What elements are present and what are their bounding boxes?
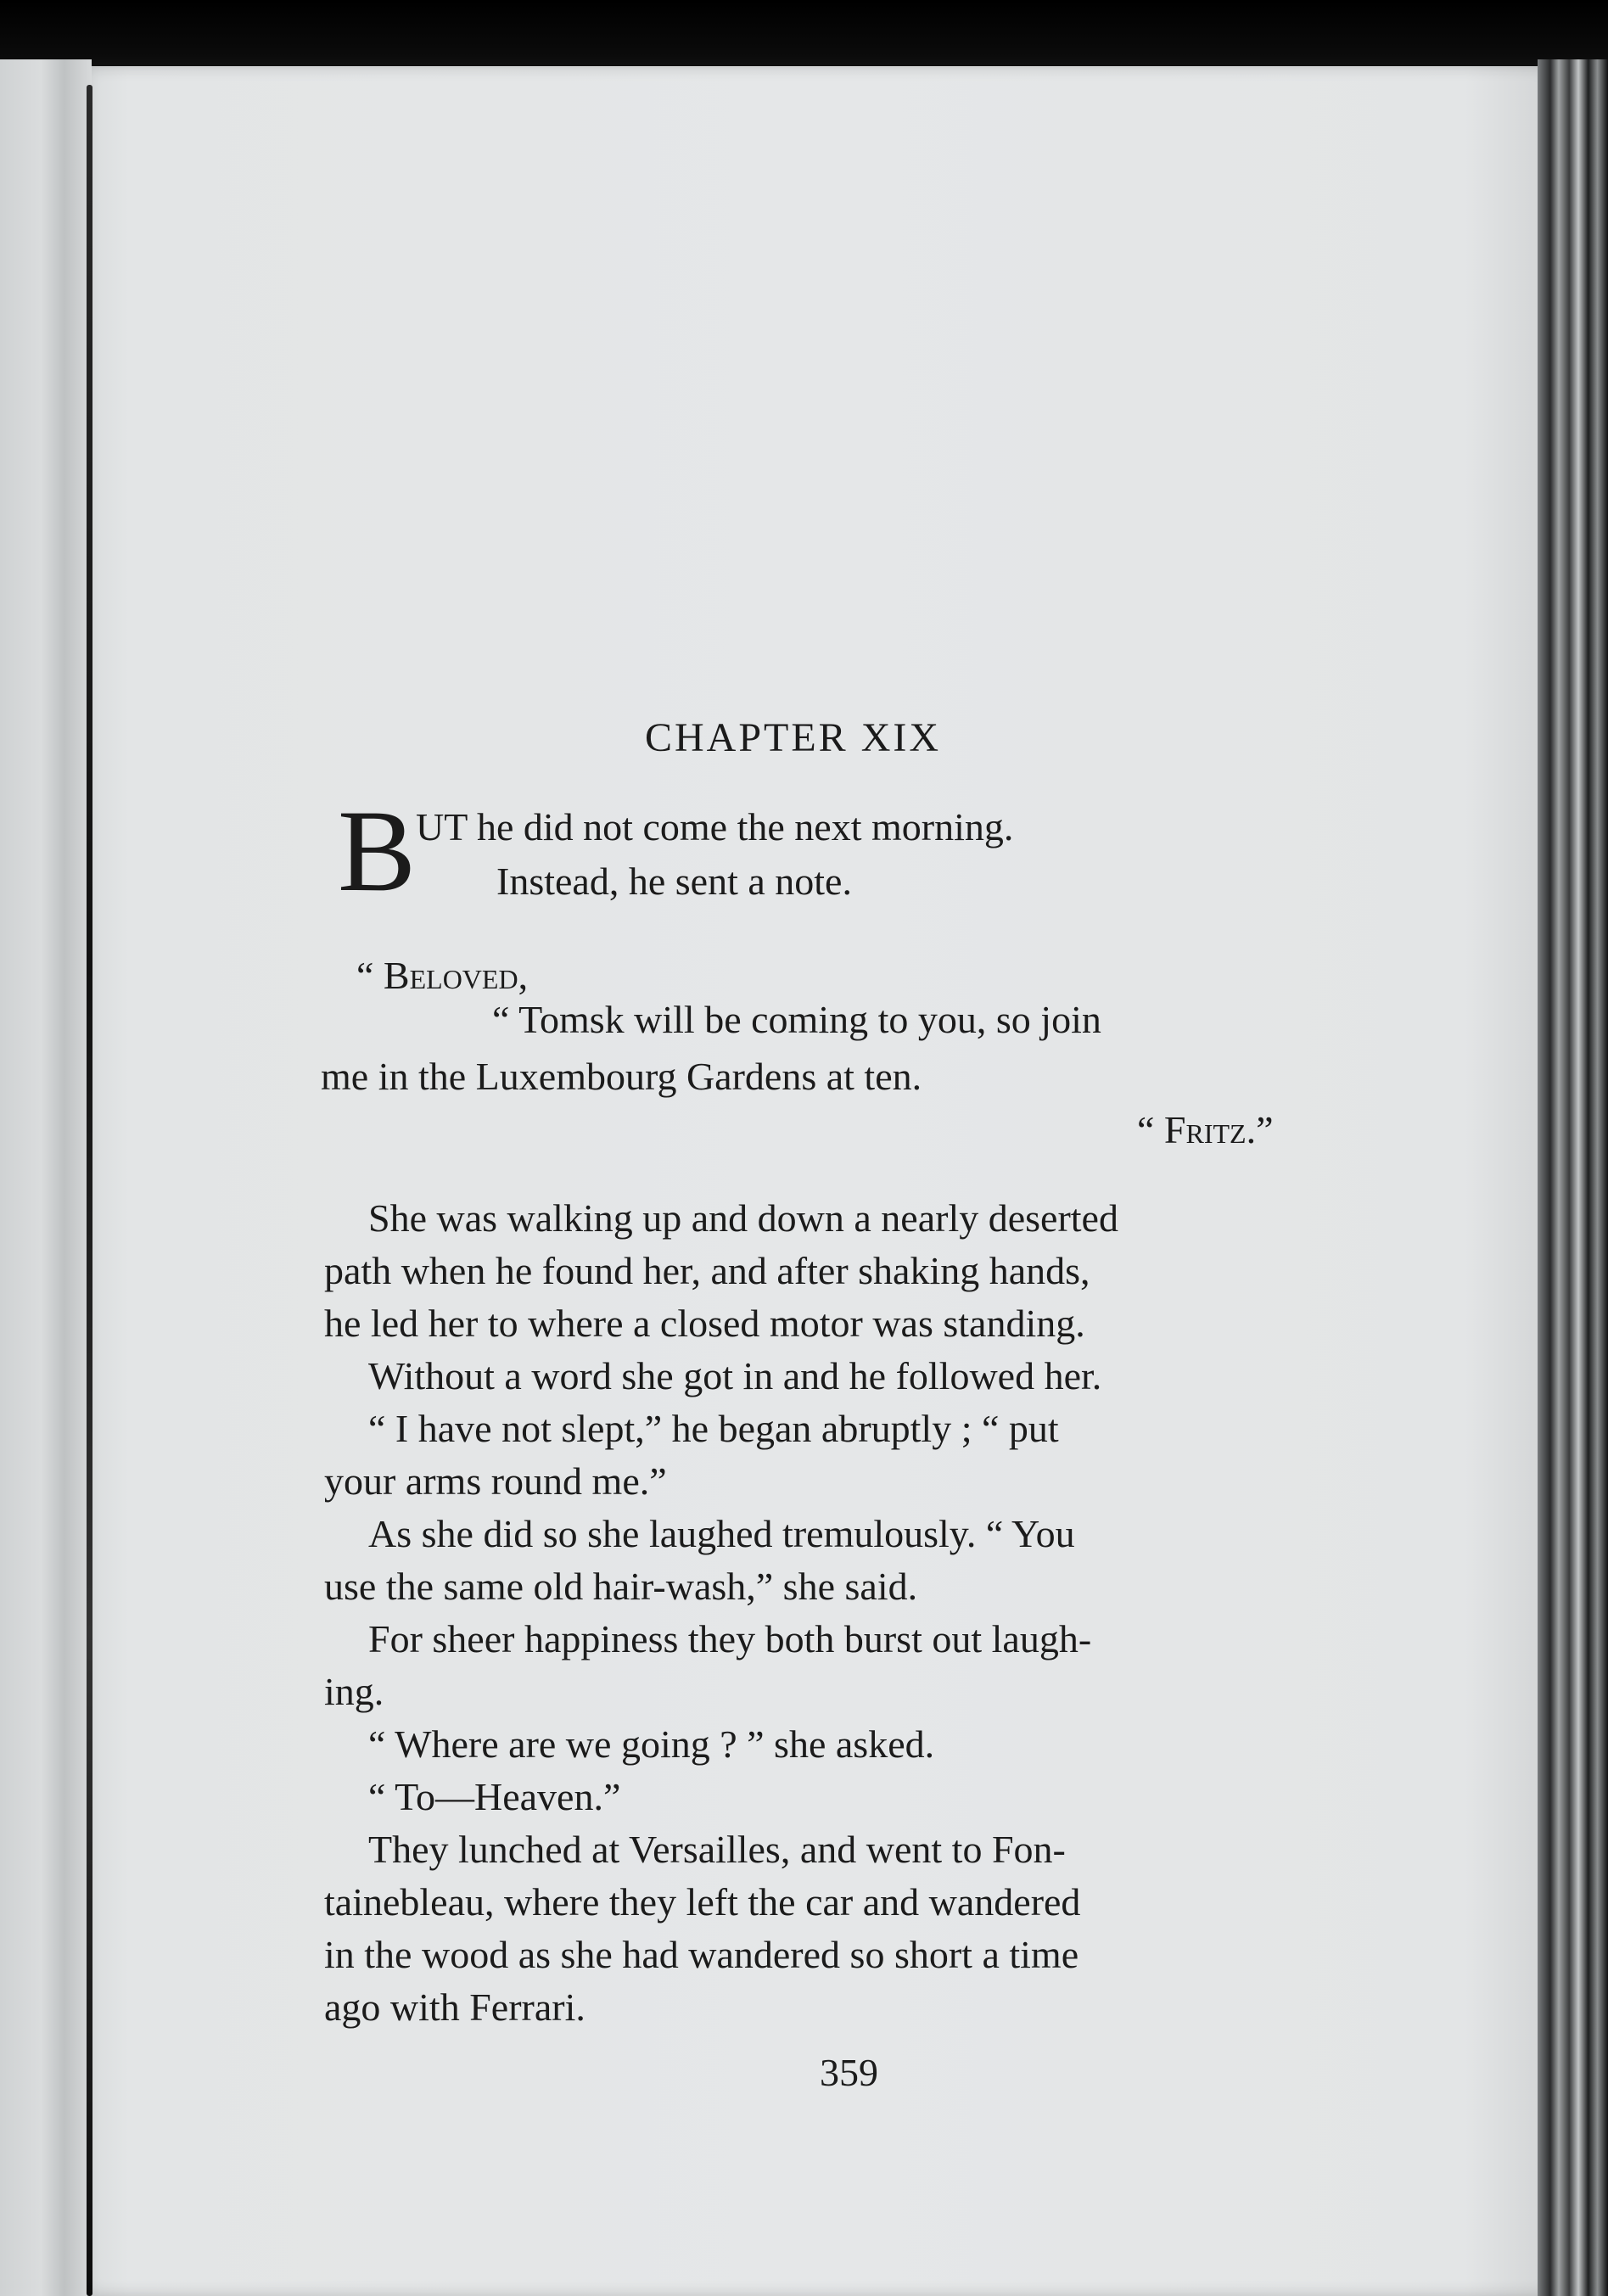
page-edges xyxy=(1538,59,1608,2296)
book-spine xyxy=(0,59,92,2296)
note-signature xyxy=(1137,1103,1274,1156)
opening-line-2: Instead, he sent a note. xyxy=(496,860,852,903)
body-line: ago with Ferrari. xyxy=(324,1985,585,2029)
chapter-heading: CHAPTER XIX xyxy=(645,715,942,760)
body-line: use the same old hair-wash,” she said. xyxy=(324,1565,918,1608)
body-line: your arms round me.” xyxy=(324,1459,667,1503)
body-line: ing. xyxy=(324,1670,384,1713)
body-line: “ Where are we going ? ” she asked. xyxy=(368,1722,935,1766)
drop-cap: B xyxy=(338,786,417,916)
body-line: tainebleau, where they left the car and wandered xyxy=(324,1880,1081,1924)
page-number: 359 xyxy=(820,2051,878,2094)
body-line: For sheer happiness they both burst out laugh- xyxy=(368,1617,1092,1660)
body-line: “ I have not slept,” he began abruptly ; “ put xyxy=(368,1407,1059,1450)
body-line: in the wood as she had wandered so short a time xyxy=(324,1933,1079,1976)
body-line: Without a word she got in and he followed her. xyxy=(368,1354,1102,1397)
body-line: They lunched at Versailles, and went to Fon- xyxy=(368,1828,1066,1871)
body-line: As she did so she laughed tremulously. “ You xyxy=(368,1512,1075,1555)
note-line-2: me in the Luxembourg Gardens at ten. xyxy=(321,1055,922,1098)
opening-line-1: UT he did not come the next morning. xyxy=(416,805,1014,848)
note-signature-text: “ Fritz.” xyxy=(1137,1108,1274,1151)
body-line: She was walking up and down a nearly deserted xyxy=(368,1196,1118,1240)
note-salutation-text: “ Beloved, xyxy=(356,954,529,997)
body-line: he led her to where a closed motor was standing. xyxy=(324,1302,1085,1345)
body-line: path when he found her, and after shaking hands, xyxy=(324,1249,1090,1292)
spine-fold-line xyxy=(87,85,92,2296)
body-line: “ To—Heaven.” xyxy=(368,1775,621,1818)
note-line-1: “ Tomsk will be coming to you, so join xyxy=(492,998,1101,1041)
